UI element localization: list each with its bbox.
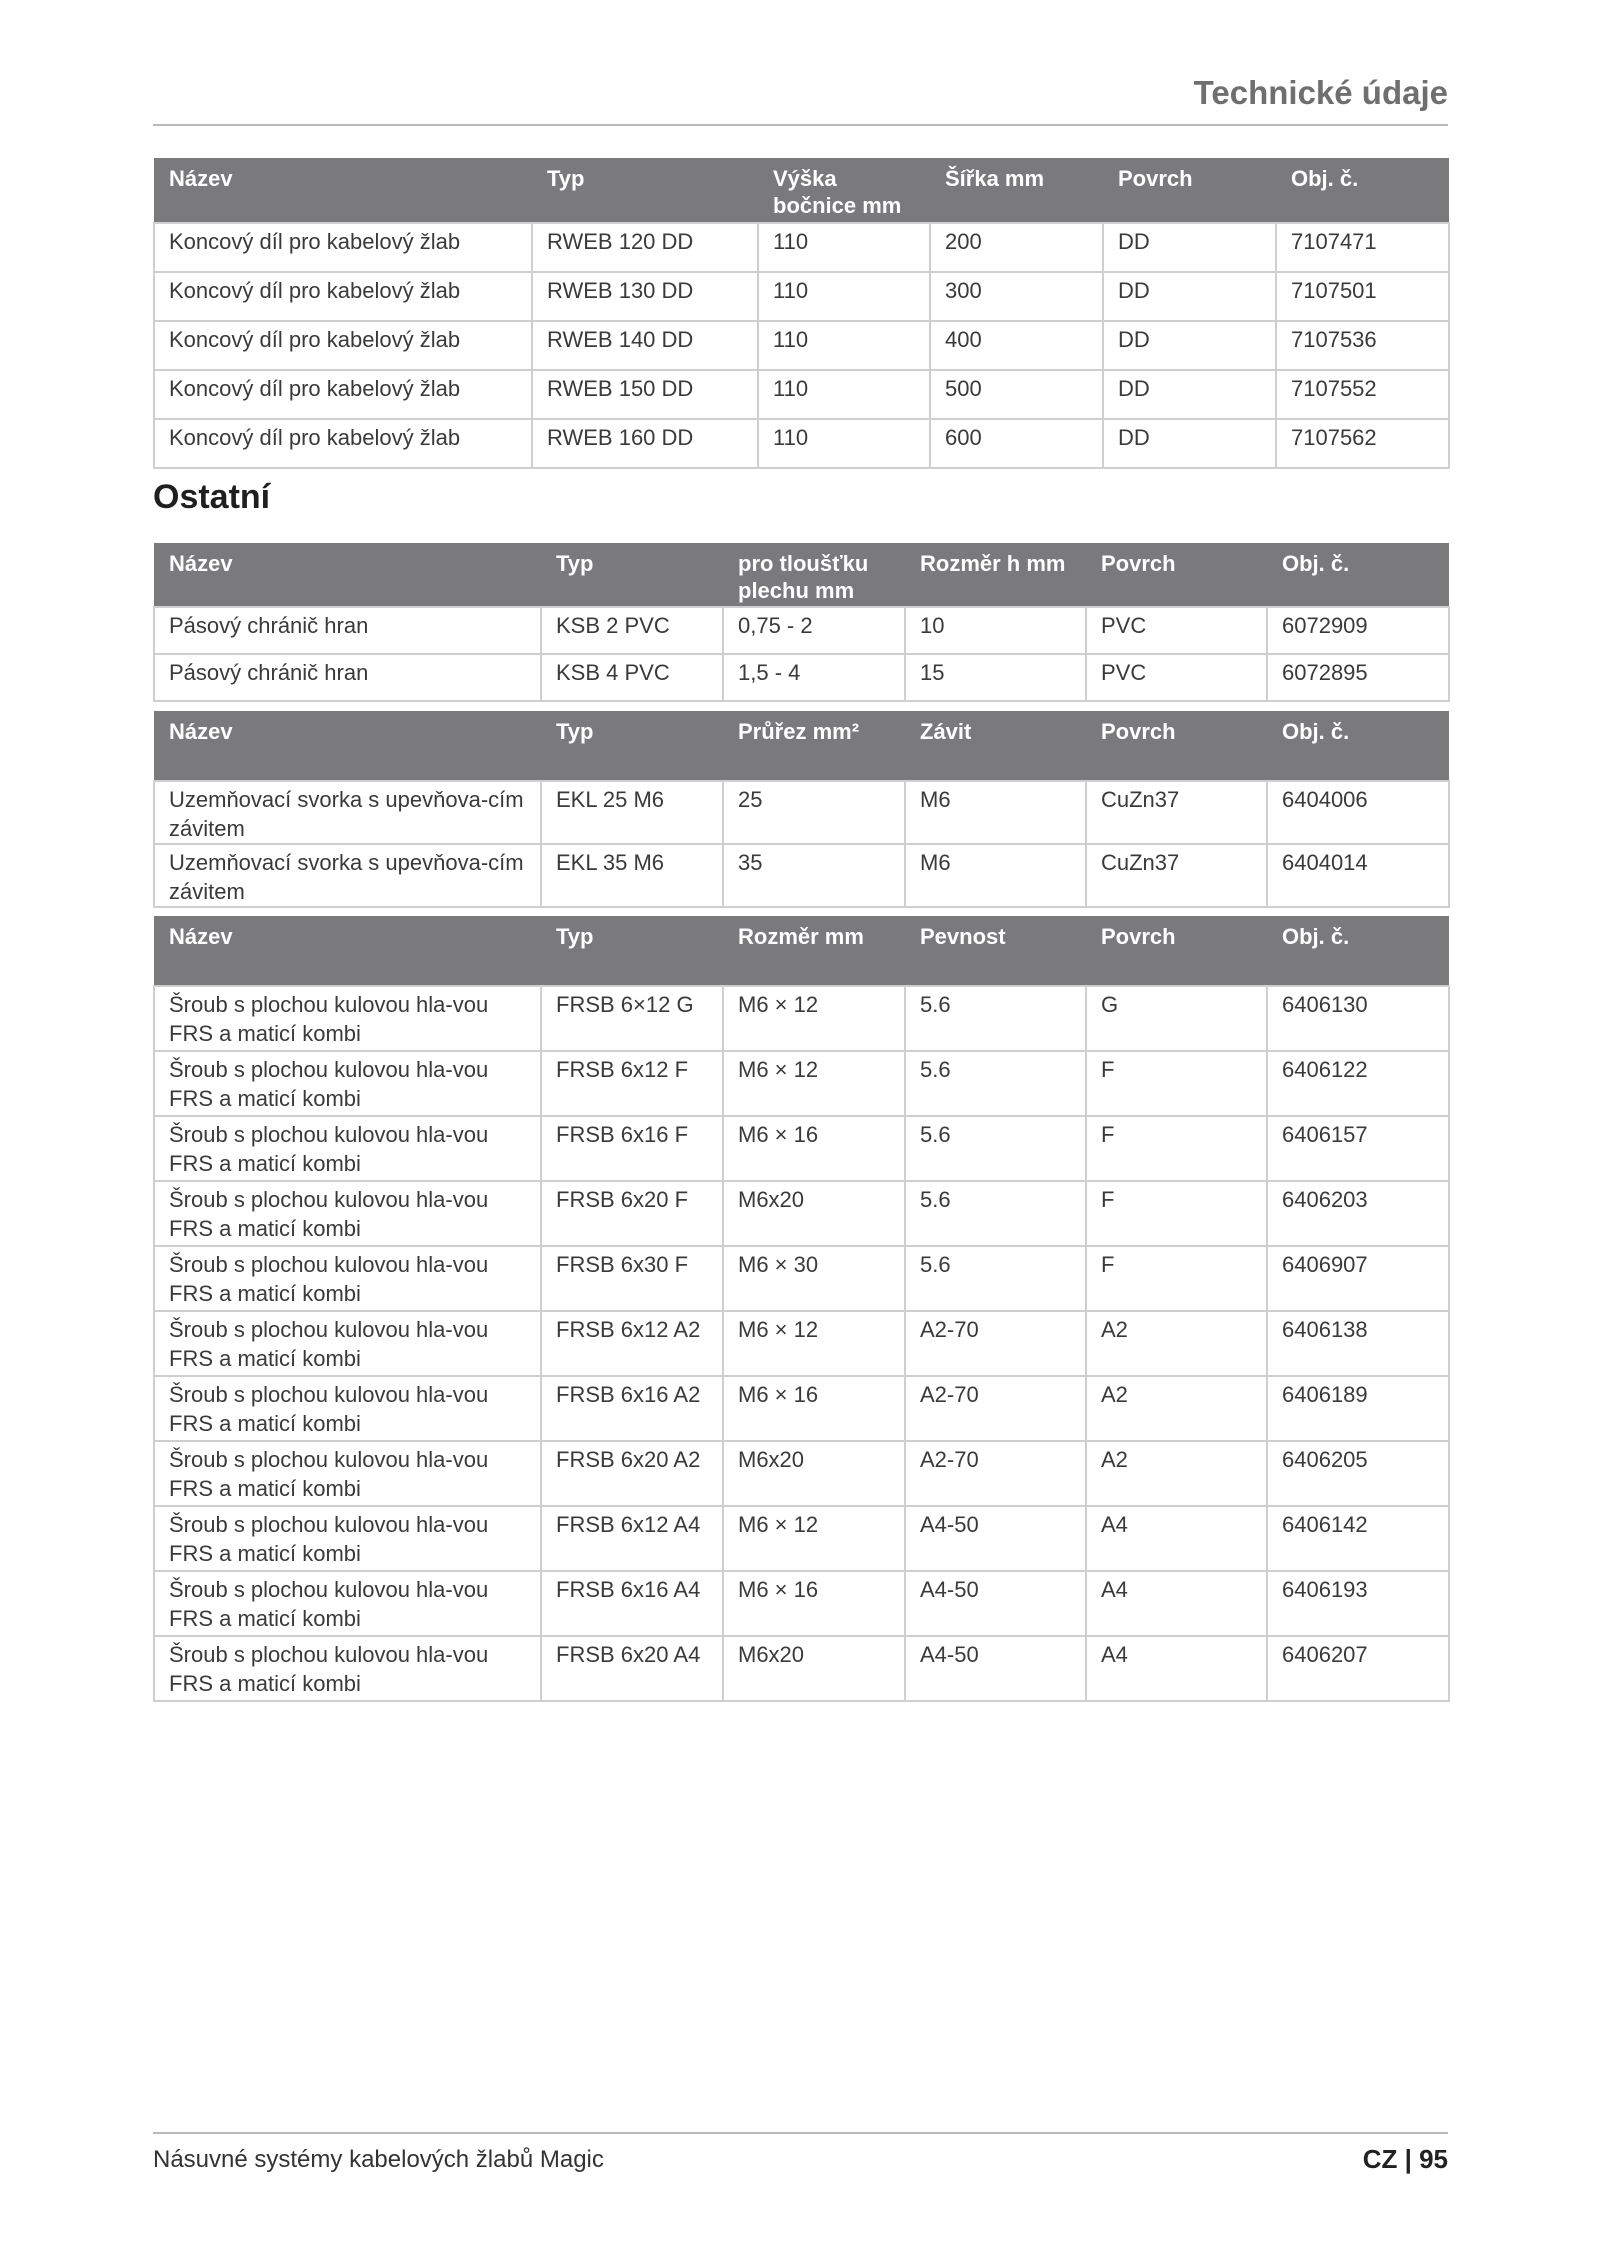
- cell-thickness: 1,5 - 4: [723, 654, 905, 701]
- cell-name: Šroub s plochou kulovou hla-vou FRS a maticí kombi: [154, 1246, 541, 1311]
- cell-type: RWEB 130 DD: [532, 272, 758, 321]
- table-row: [154, 272, 1449, 321]
- cell-cross-section: 35: [723, 844, 905, 907]
- column-header: Pevnost: [905, 916, 1086, 986]
- cell-width: 600: [930, 419, 1103, 468]
- column-header: Šířka mm: [930, 158, 1103, 223]
- cell-name: Koncový díl pro kabelový žlab: [154, 223, 532, 272]
- column-header: Výška bočnice mm: [758, 158, 930, 223]
- cell-surface: A2: [1086, 1311, 1267, 1376]
- table-row: [154, 781, 1449, 844]
- cell-thread: M6: [905, 781, 1086, 844]
- table-header-row: [154, 711, 1449, 781]
- cell-strength: 5.6: [905, 1116, 1086, 1181]
- cell-type: FRSB 6x12 A2: [541, 1311, 723, 1376]
- cell-strength: 5.6: [905, 1246, 1086, 1311]
- cell-surface: F: [1086, 1181, 1267, 1246]
- cell-order-number: 6406193: [1267, 1571, 1449, 1636]
- cell-order-number: 6404006: [1267, 781, 1449, 844]
- table-row: [154, 1311, 1449, 1376]
- cell-dimension: M6 × 12: [723, 1051, 905, 1116]
- cell-order-number: 6072909: [1267, 607, 1449, 654]
- cell-order-number: 6406138: [1267, 1311, 1449, 1376]
- cell-dimension: M6x20: [723, 1636, 905, 1701]
- cell-type: FRSB 6x20 A4: [541, 1636, 723, 1701]
- cell-type: FRSB 6x12 A4: [541, 1506, 723, 1571]
- column-header: Povrch: [1086, 543, 1267, 607]
- table-header-row: [154, 916, 1449, 986]
- cell-height: 110: [758, 321, 930, 370]
- cell-surface: DD: [1103, 419, 1276, 468]
- table-row: [154, 654, 1449, 701]
- column-header: Typ: [532, 158, 758, 223]
- column-header: Obj. č.: [1267, 916, 1449, 986]
- cell-surface: A4: [1086, 1571, 1267, 1636]
- cell-type: KSB 2 PVC: [541, 607, 723, 654]
- cell-order-number: 6406122: [1267, 1051, 1449, 1116]
- cell-dimension: 10: [905, 607, 1086, 654]
- cell-dimension: M6x20: [723, 1441, 905, 1506]
- cell-type: FRSB 6x16 A2: [541, 1376, 723, 1441]
- cell-cross-section: 25: [723, 781, 905, 844]
- cell-width: 300: [930, 272, 1103, 321]
- footer-page-number: CZ | 95: [1362, 2144, 1448, 2174]
- column-header: Název: [154, 543, 541, 607]
- cell-thread: M6: [905, 844, 1086, 907]
- table-row: [154, 1571, 1449, 1636]
- cell-width: 500: [930, 370, 1103, 419]
- cell-order-number: 6406130: [1267, 986, 1449, 1051]
- column-header: Název: [154, 916, 541, 986]
- cell-name: Koncový díl pro kabelový žlab: [154, 272, 532, 321]
- footer-divider: [153, 2132, 1448, 2134]
- table-row: [154, 607, 1449, 654]
- cell-dimension: M6 × 12: [723, 1506, 905, 1571]
- cell-surface: DD: [1103, 272, 1276, 321]
- cell-type: FRSB 6x12 F: [541, 1051, 723, 1116]
- cell-name: Uzemňovací svorka s upevňova-cím závitem: [154, 844, 541, 907]
- cell-surface: F: [1086, 1116, 1267, 1181]
- section-title: Ostatní: [153, 478, 271, 516]
- cell-name: Šroub s plochou kulovou hla-vou FRS a maticí kombi: [154, 1051, 541, 1116]
- cell-name: Pásový chránič hran: [154, 607, 541, 654]
- cell-dimension: 15: [905, 654, 1086, 701]
- cell-type: RWEB 150 DD: [532, 370, 758, 419]
- cell-type: KSB 4 PVC: [541, 654, 723, 701]
- cell-strength: 5.6: [905, 1051, 1086, 1116]
- cell-surface: PVC: [1086, 607, 1267, 654]
- cell-order-number: 6406142: [1267, 1506, 1449, 1571]
- column-header: Závit: [905, 711, 1086, 781]
- cell-order-number: 7107501: [1276, 272, 1449, 321]
- cell-strength: A2-70: [905, 1441, 1086, 1506]
- cell-surface: PVC: [1086, 654, 1267, 701]
- table-cable-tray-end-pieces: [153, 158, 1450, 469]
- cell-surface: F: [1086, 1051, 1267, 1116]
- cell-surface: DD: [1103, 370, 1276, 419]
- cell-strength: A4-50: [905, 1506, 1086, 1571]
- cell-type: FRSB 6x16 F: [541, 1116, 723, 1181]
- cell-type: FRSB 6x20 F: [541, 1181, 723, 1246]
- column-header: Název: [154, 711, 541, 781]
- column-header: Průřez mm²: [723, 711, 905, 781]
- table-row: [154, 844, 1449, 907]
- column-header: Typ: [541, 711, 723, 781]
- cell-type: EKL 35 M6: [541, 844, 723, 907]
- table-edge-protectors: [153, 543, 1450, 702]
- cell-height: 110: [758, 370, 930, 419]
- cell-surface: A4: [1086, 1506, 1267, 1571]
- footer-document-title: Násuvné systémy kabelových žlabů Magic: [153, 2146, 604, 2173]
- cell-order-number: 6406205: [1267, 1441, 1449, 1506]
- cell-strength: A4-50: [905, 1636, 1086, 1701]
- table-grounding-clamps: [153, 711, 1450, 908]
- cell-order-number: 6072895: [1267, 654, 1449, 701]
- cell-type: FRSB 6×12 G: [541, 986, 723, 1051]
- cell-name: Šroub s plochou kulovou hla-vou FRS a maticí kombi: [154, 1181, 541, 1246]
- table-row: [154, 1441, 1449, 1506]
- column-header: Typ: [541, 543, 723, 607]
- table-row: [154, 419, 1449, 468]
- cell-name: Šroub s plochou kulovou hla-vou FRS a maticí kombi: [154, 1506, 541, 1571]
- cell-type: RWEB 120 DD: [532, 223, 758, 272]
- cell-thickness: 0,75 - 2: [723, 607, 905, 654]
- cell-order-number: 6404014: [1267, 844, 1449, 907]
- cell-dimension: M6 × 12: [723, 1311, 905, 1376]
- table-row: [154, 1181, 1449, 1246]
- cell-surface: DD: [1103, 321, 1276, 370]
- cell-height: 110: [758, 223, 930, 272]
- cell-strength: A4-50: [905, 1571, 1086, 1636]
- table-row: [154, 370, 1449, 419]
- cell-name: Koncový díl pro kabelový žlab: [154, 370, 532, 419]
- column-header: Povrch: [1086, 916, 1267, 986]
- table-header-row: [154, 543, 1449, 607]
- column-header: Typ: [541, 916, 723, 986]
- cell-dimension: M6 × 16: [723, 1571, 905, 1636]
- cell-surface: A2: [1086, 1376, 1267, 1441]
- cell-type: RWEB 140 DD: [532, 321, 758, 370]
- table-header-row: [154, 158, 1449, 223]
- table-row: [154, 1116, 1449, 1181]
- cell-order-number: 6406207: [1267, 1636, 1449, 1701]
- cell-name: Šroub s plochou kulovou hla-vou FRS a maticí kombi: [154, 1376, 541, 1441]
- cell-width: 400: [930, 321, 1103, 370]
- header-divider: [153, 124, 1448, 126]
- column-header: Povrch: [1086, 711, 1267, 781]
- table-row: [154, 1051, 1449, 1116]
- cell-strength: A2-70: [905, 1376, 1086, 1441]
- table-row: [154, 1506, 1449, 1571]
- cell-type: EKL 25 M6: [541, 781, 723, 844]
- cell-name: Pásový chránič hran: [154, 654, 541, 701]
- column-header: Rozměr mm: [723, 916, 905, 986]
- column-header: pro tloušťku plechu mm: [723, 543, 905, 607]
- cell-order-number: 6406907: [1267, 1246, 1449, 1311]
- column-header: Obj. č.: [1267, 711, 1449, 781]
- cell-type: FRSB 6x16 A4: [541, 1571, 723, 1636]
- cell-order-number: 6406157: [1267, 1116, 1449, 1181]
- cell-order-number: 6406203: [1267, 1181, 1449, 1246]
- column-header: Název: [154, 158, 532, 223]
- cell-dimension: M6 × 16: [723, 1376, 905, 1441]
- cell-name: Šroub s plochou kulovou hla-vou FRS a maticí kombi: [154, 1116, 541, 1181]
- cell-type: FRSB 6x20 A2: [541, 1441, 723, 1506]
- table-row: [154, 223, 1449, 272]
- cell-order-number: 7107536: [1276, 321, 1449, 370]
- cell-surface: CuZn37: [1086, 844, 1267, 907]
- cell-strength: A2-70: [905, 1311, 1086, 1376]
- table-row: [154, 1246, 1449, 1311]
- cell-order-number: 7107471: [1276, 223, 1449, 272]
- cell-dimension: M6x20: [723, 1181, 905, 1246]
- cell-type: RWEB 160 DD: [532, 419, 758, 468]
- cell-dimension: M6 × 16: [723, 1116, 905, 1181]
- column-header: Rozměr h mm: [905, 543, 1086, 607]
- table-bolts: [153, 916, 1450, 1702]
- cell-type: FRSB 6x30 F: [541, 1246, 723, 1311]
- cell-dimension: M6 × 12: [723, 986, 905, 1051]
- cell-order-number: 7107552: [1276, 370, 1449, 419]
- page-header-title: Technické údaje: [1193, 74, 1448, 111]
- cell-name: Koncový díl pro kabelový žlab: [154, 321, 532, 370]
- cell-dimension: M6 × 30: [723, 1246, 905, 1311]
- table-row: [154, 321, 1449, 370]
- cell-surface: DD: [1103, 223, 1276, 272]
- table-row: [154, 986, 1449, 1051]
- table-row: [154, 1376, 1449, 1441]
- cell-name: Šroub s plochou kulovou hla-vou FRS a maticí kombi: [154, 1636, 541, 1701]
- cell-name: Šroub s plochou kulovou hla-vou FRS a maticí kombi: [154, 986, 541, 1051]
- column-header: Obj. č.: [1276, 158, 1449, 223]
- cell-strength: 5.6: [905, 1181, 1086, 1246]
- cell-surface: G: [1086, 986, 1267, 1051]
- cell-name: Šroub s plochou kulovou hla-vou FRS a maticí kombi: [154, 1311, 541, 1376]
- cell-name: Šroub s plochou kulovou hla-vou FRS a maticí kombi: [154, 1441, 541, 1506]
- cell-order-number: 7107562: [1276, 419, 1449, 468]
- column-header: Povrch: [1103, 158, 1276, 223]
- cell-strength: 5.6: [905, 986, 1086, 1051]
- cell-name: Koncový díl pro kabelový žlab: [154, 419, 532, 468]
- cell-surface: A4: [1086, 1636, 1267, 1701]
- cell-name: Uzemňovací svorka s upevňova-cím závitem: [154, 781, 541, 844]
- cell-width: 200: [930, 223, 1103, 272]
- cell-height: 110: [758, 272, 930, 321]
- cell-height: 110: [758, 419, 930, 468]
- cell-order-number: 6406189: [1267, 1376, 1449, 1441]
- cell-surface: A2: [1086, 1441, 1267, 1506]
- cell-surface: CuZn37: [1086, 781, 1267, 844]
- cell-name: Šroub s plochou kulovou hla-vou FRS a maticí kombi: [154, 1571, 541, 1636]
- cell-surface: F: [1086, 1246, 1267, 1311]
- table-row: [154, 1636, 1449, 1701]
- column-header: Obj. č.: [1267, 543, 1449, 607]
